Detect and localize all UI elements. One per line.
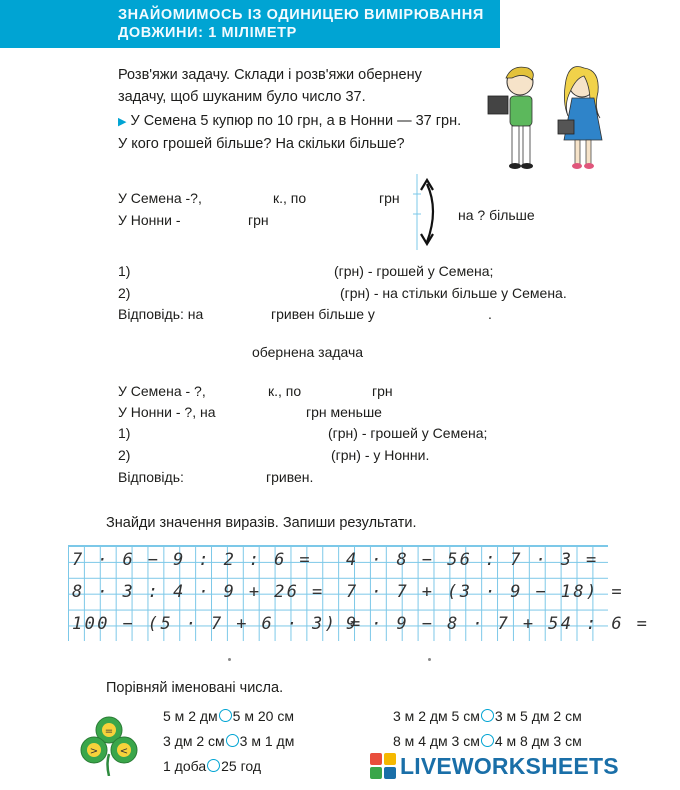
exercise-title: Знайди значення виразів. Запиши результати. (106, 515, 417, 531)
p2-step2-number: 2) (118, 447, 131, 463)
comparison-slot[interactable] (219, 709, 232, 722)
watermark-text: LIVEWORKSHEETS (400, 752, 619, 779)
p2-line2-a: У Нонни - ?, на (118, 404, 216, 420)
compare-left-2 (163, 733, 294, 749)
p1-answer-b: гривен більше у (271, 306, 375, 322)
p1-step2-number: 2) (118, 285, 131, 301)
comparison-slot[interactable] (207, 759, 220, 772)
comparison-slot[interactable] (226, 734, 239, 747)
p1-step2-text: (грн) - на стільки більше у Семена. (340, 285, 567, 301)
compare-value: 5 м 20 см (232, 708, 294, 724)
p1-answer-a: Відповідь: на (118, 306, 204, 322)
expression-right-3: 9 · 9 − 8 · 7 + 54 : 6 = (346, 614, 650, 634)
p1-line1-a: У Семена -?, (118, 190, 202, 206)
compare-value: 3 м 5 дм 2 см (494, 708, 582, 724)
p2-line1-c: грн (372, 383, 393, 399)
compare-left-1 (163, 708, 294, 724)
p2-answer-a: Відповідь: (118, 469, 184, 485)
comparison-arrow-icon (405, 172, 457, 252)
expression-right-1: 4 · 8 − 56 : 7 · 3 = (346, 550, 599, 570)
p1-bracket-label: на ? більше (458, 207, 535, 223)
comparison-slot[interactable] (481, 709, 494, 722)
compare-value: 1 доба (163, 758, 207, 774)
compare-value: 4 м 8 дм 3 см (494, 733, 582, 749)
p2-line1-b: к., по (268, 383, 302, 399)
children-illustration (478, 62, 618, 177)
svg-text:>: > (89, 746, 99, 757)
divider-dot (428, 658, 431, 661)
compare-title: Порівняй іменовані числа. (106, 680, 284, 696)
svg-text:<: < (119, 746, 129, 757)
p1-line1-c: грн (379, 190, 400, 206)
p1-line2-b: грн (248, 212, 269, 228)
compare-left-3 (163, 758, 261, 774)
compare-value: 8 м 4 дм 3 см (393, 733, 480, 749)
task-body: У Семена 5 купюр по 10 грн, а в Нонни — 37 грн. У кого грошей більше? На скільки більше? (118, 113, 462, 152)
divider-dot (228, 658, 231, 661)
logo-grid-icon (370, 753, 396, 779)
title-line-2: ДОВЖИНИ: 1 МІЛІМЕТР (118, 25, 297, 41)
svg-text:=: = (104, 726, 114, 737)
compare-right-2 (393, 733, 582, 749)
triangle-marker-icon: ▶ (118, 116, 127, 128)
p2-step1-number: 1) (118, 425, 131, 441)
p2-line1-a: У Семена - ?, (118, 383, 206, 399)
compare-value: 3 м 1 дм (239, 733, 295, 749)
expression-left-1: 7 · 6 − 9 : 2 : 6 = (72, 550, 313, 570)
task-text (118, 110, 463, 155)
p1-step1-text: (грн) - грошей у Семена; (334, 263, 494, 279)
compare-value: 5 м 2 дм (163, 708, 218, 724)
intro-instruction: Розв'яжи задачу. Склади і розв'яжи обернену задачу, щоб шуканим було число 37. (118, 67, 422, 105)
compare-value: 25 год (221, 758, 262, 774)
p1-step1-number: 1) (118, 263, 131, 279)
clover-icon (78, 714, 140, 776)
compare-right-1 (393, 708, 582, 724)
compare-value: 3 м 2 дм 5 см (393, 708, 480, 724)
compare-value: 3 дм 2 см (163, 733, 225, 749)
p2-step1-text: (грн) - грошей у Семена; (328, 425, 488, 441)
expression-right-2: 7 · 7 + (3 · 9 − 18) = (346, 582, 624, 602)
p1-answer-c: . (488, 306, 492, 322)
p2-step2-text: (грн) - у Нонни. (331, 447, 430, 463)
p1-line1-b: к., по (273, 190, 307, 206)
inverse-problem-title: обернена задача (252, 344, 364, 360)
title-line-1: ЗНАЙОМИМОСЬ ІЗ ОДИНИЦЕЮ ВИМІРЮВАННЯ (118, 7, 484, 23)
comparison-slot[interactable] (481, 734, 494, 747)
p1-line2-a: У Нонни - (118, 212, 181, 228)
page-title (118, 6, 558, 42)
p2-answer-b: гривен. (266, 469, 314, 485)
p2-line2-b: грн меньше (306, 404, 382, 420)
liveworksheets-logo (370, 750, 619, 782)
expression-left-2: 8 · 3 : 4 · 9 + 26 = (72, 582, 325, 602)
expression-left-3: 100 − (5 · 7 + 6 · 3) = (72, 614, 363, 634)
